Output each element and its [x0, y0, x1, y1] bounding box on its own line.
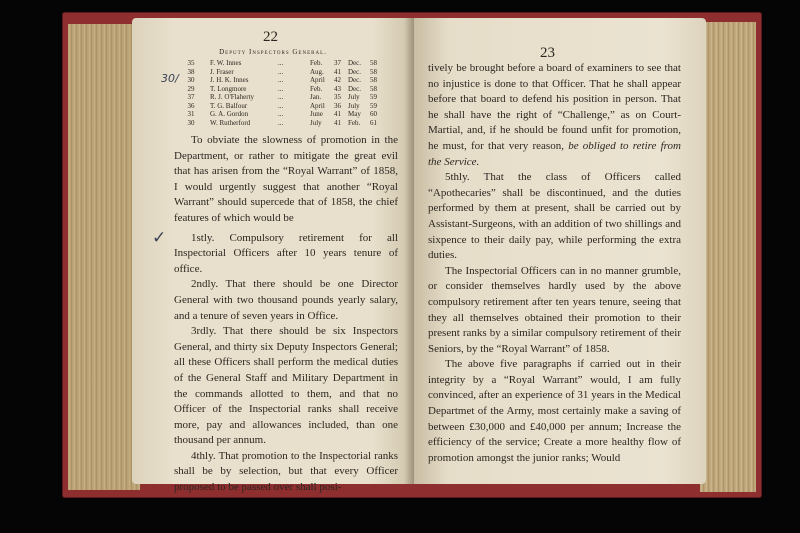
roster-row: [180, 102, 400, 111]
month-entry: April: [310, 76, 325, 84]
paragraph: 3rdly. That there should be six Inspectors General, and thirty six Deputy Inspectors General; all these Officers shall perform the medical duties of the General Staff and Military Department in the commands allotted to them, and that no Officer of the Inspectorial ranks shall receive more, pay and allowances included, than one thousand per annum.: [174, 325, 398, 447]
month-entry: July: [310, 118, 322, 127]
paragraph: 2ndly. That there should be one Director General with two thousand pounds yearly salary, and a tenure of seven years in Office.: [174, 278, 398, 322]
roster-row: [180, 68, 400, 77]
year-promoted: 58: [370, 67, 377, 76]
paragraph: 4thly. That promotion to the Inspectorial ranks shall be by selection, but that every Officer proposed to be passed over shall posi-: [174, 449, 398, 494]
page-number: 22: [263, 29, 278, 45]
roster-row: [180, 76, 400, 85]
roster-row: [180, 93, 400, 102]
officer-name: F. W. Innes: [210, 59, 242, 67]
running-head: Deputy Inspectors General.: [219, 48, 327, 56]
roster-number: 31: [187, 110, 195, 118]
year-promoted: 58: [370, 59, 377, 67]
page-number: 23: [540, 45, 555, 61]
year-entry: 35: [334, 93, 341, 101]
roster-number: 30: [187, 76, 195, 84]
leader-dots: ...: [278, 84, 284, 93]
paragraph: 1stly. Compulsory retirement for all Inspectorial Officers after 10 years tenure of office.: [174, 231, 398, 275]
year-promoted: 59: [370, 93, 377, 101]
month-promoted: Feb.: [348, 118, 361, 127]
roster-table: [180, 59, 400, 127]
year-entry: 42: [334, 76, 341, 84]
leader-dots: ...: [278, 67, 284, 76]
roster-row: [180, 85, 400, 94]
officer-name: T. Longmore: [210, 84, 247, 93]
officer-name: J. Fraser: [210, 67, 234, 76]
roster-number: 30: [187, 118, 195, 127]
roster-number: 38: [187, 67, 195, 76]
paragraph-continued: [428, 61, 681, 170]
month-entry: June: [310, 110, 323, 118]
officer-name: T. G. Balfour: [210, 101, 248, 110]
year-entry: 37: [334, 59, 341, 67]
officer-name: R. J. O'Flaherty: [210, 93, 255, 101]
month-promoted: Dec.: [348, 84, 362, 93]
roster-row: [180, 59, 400, 68]
leader-dots: ...: [278, 110, 284, 118]
year-promoted: 58: [370, 76, 377, 84]
month-entry: April: [310, 101, 325, 110]
roster-number: 35: [187, 59, 195, 67]
month-promoted: Dec.: [348, 59, 362, 67]
year-promoted: 58: [370, 84, 377, 93]
left-page: [132, 18, 414, 494]
paragraph: To obviate the slowness of promotion in the Department, or rather to mitigate the great evil that has arisen from the “Royal Warrant” of 1858, I would urgently suggest that another “Royal Warrant” should supercede that of 1858, the chief features of which would be: [174, 134, 398, 224]
check-mark: ✓: [152, 228, 167, 248]
month-entry: Feb.: [310, 59, 323, 67]
continued-text: tively be brought before a board of examiners to see that no injustice is done to that Officer. That he shall appear before that board to defend his position in person. That he shall have the right of “Challenge,” as on Court-Martial, and, if he should be found unfit for promotion, he must, for that very reason,: [428, 62, 681, 152]
month-promoted: July: [348, 93, 360, 101]
roster-row: [180, 110, 400, 119]
month-entry: Feb.: [310, 84, 323, 93]
officer-name: J. H. K. Innes: [210, 76, 249, 84]
paragraph: The Inspectorial Officers can in no manner grumble, or consider themselves hardly used by the above compulsory retirement after ten years tenure, seeing that they all themselves obtained their promotion to their present ranks by a similar compulsory retirement of their Seniors, by the “Royal Warrant” of 1858.: [428, 264, 681, 355]
italic-phrase: be obliged to retire from the Service.: [428, 139, 681, 168]
year-entry: 41: [334, 110, 341, 118]
year-promoted: 60: [370, 110, 377, 118]
month-promoted: July: [348, 101, 360, 110]
year-entry: 36: [334, 101, 341, 110]
roster-row: [180, 119, 400, 128]
year-promoted: 61: [370, 118, 377, 127]
month-promoted: Dec.: [348, 76, 362, 84]
month-entry: Aug.: [310, 67, 324, 76]
year-promoted: 59: [370, 101, 377, 110]
left-page-body: [174, 133, 398, 496]
officer-name: W. Rutherford: [210, 118, 251, 127]
year-entry: 43: [334, 84, 341, 93]
month-entry: Jan.: [310, 93, 322, 101]
leader-dots: ...: [278, 76, 284, 84]
leader-dots: ...: [278, 101, 284, 110]
month-promoted: Dec.: [348, 67, 362, 76]
officer-name: G. A. Gordon: [210, 110, 249, 118]
leader-dots: ...: [278, 59, 284, 67]
left-page-edges: [68, 24, 140, 490]
handwritten-margin-note: 30/: [161, 72, 179, 85]
year-entry: 41: [334, 118, 341, 127]
leader-dots: ...: [278, 118, 284, 127]
paragraph: The above five paragraphs if carried out in their integrity by a “Royal Warrant” would, I am fully convinced, after an experience of 31 years in the Medical Departmet of the Army, most certainly make a saving of between £30,000 and £40,000 per annum; Increase the efficiency of the service; Create a more healthy flow of promotion amongst the junior ranks; Would: [428, 358, 681, 464]
year-entry: 41: [334, 67, 341, 76]
paragraph: 5thly. That the class of Officers called “Apothecaries” shall be discontinued, and the duties performed by them at present, shall be carried out by Assistant-Surgeons, with an addition of two shillings and sixpence to their daily pay, while performing the extra duties.: [428, 171, 681, 262]
right-page-edges: [700, 22, 756, 492]
month-promoted: May: [348, 110, 361, 118]
roster-number: 36: [187, 101, 195, 110]
roster-number: 29: [187, 84, 195, 93]
right-page: [414, 18, 706, 484]
right-page-body: [428, 61, 681, 466]
roster-number: 37: [187, 93, 195, 101]
leader-dots: ...: [278, 93, 284, 101]
